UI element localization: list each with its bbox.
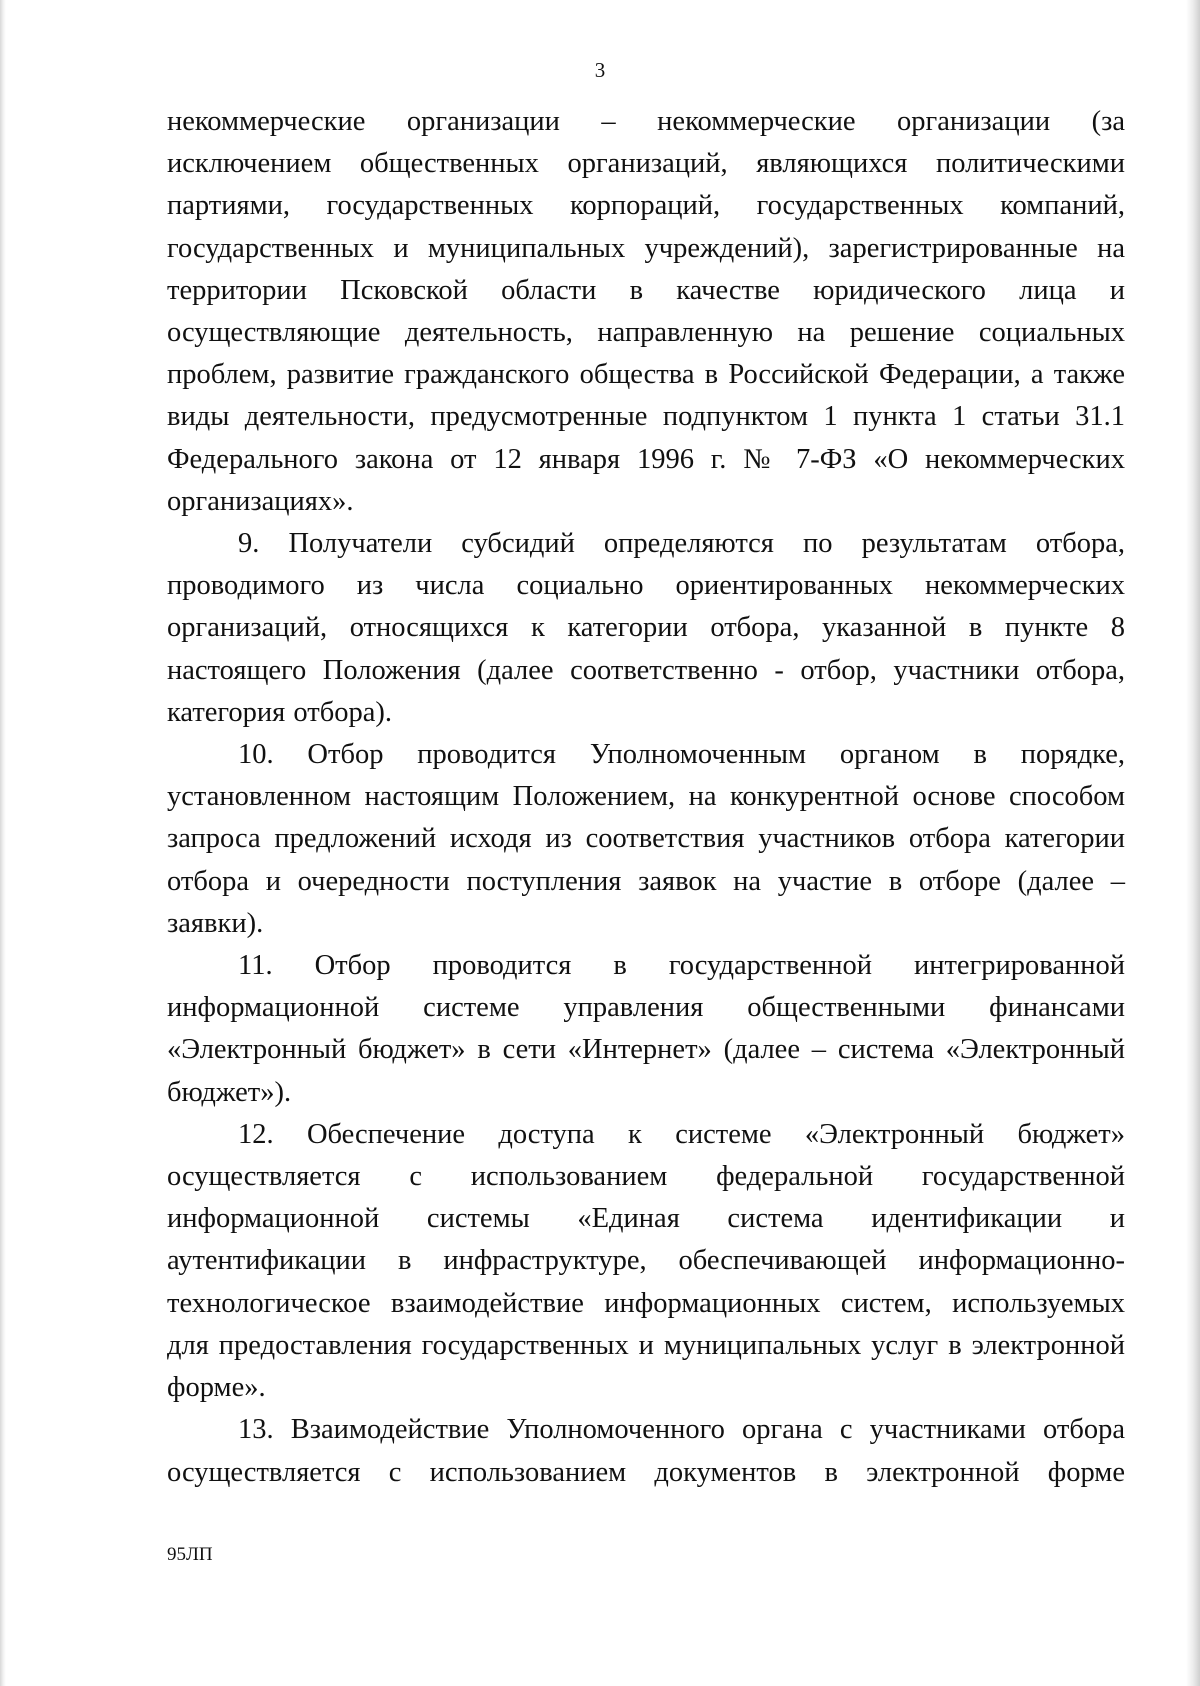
page-number: 3 (594, 58, 606, 82)
paragraph-item-10: 10. Отбор проводится Уполномоченным органом в порядке, установленном настоящим Положением, на конкурентной основе способом запроса предложений исходя из соответствия участников отбора категории отбора и очередности поступления заявок на участие в отборе (далее – заявки). (167, 739, 1125, 939)
paragraph-item-11: 11. Отбор проводится в государственной интегрированной информационной системе управления общественными финансами «Электронный бюджет» в сети «Интернет» (далее – система «Электронный бюджет»). (167, 950, 1125, 1108)
paragraph-item-12: 12. Обеспечение доступа к системе «Электронный бюджет» осуществляется с использованием федеральной государственной информационной системы «Единая система идентификации и аутентификации в инфраструктуре, обеспечивающей информационно-технологическое взаимодействие информационных систем, используемых для предоставления государственных и муниципальных услуг в электронной форме». (167, 1118, 1125, 1404)
paragraph-item-13: 13. Взаимодействие Уполномоченного органа с участниками отбора осуществляется с использованием документов в электронной форме (167, 1414, 1125, 1488)
scan-edge-left (0, 0, 6, 1686)
footer-document-code: 95ЛП (167, 1544, 213, 1565)
paragraph-nko-definition: некоммерческие организации – некоммерческие организации (за исключением общественных организаций, являющихся политическими партиями, государственных корпораций, государственных компаний, государственных и муниципальных учреждений), зарегистрированные на территории Псковской области в качестве юридического лица и осуществляющие деятельность, направленную на решение социальных проблем, развитие гражданского общества в Российской Федерации, а также виды деятельности, предусмотренные подпунктом 1 пункта 1 статьи 31.1 Федерального закона от 12 января 1996 г. № 7-ФЗ «О некоммерческих организациях». (167, 106, 1125, 517)
document-body (167, 101, 1125, 1494)
scan-edge-right (1186, 0, 1200, 1686)
paragraph-item-9: 9. Получатели субсидий определяются по результатам отбора, проводимого из числа социально ориентированных некоммерческих организаций, относящихся к категории отбора, указанной в пункте 8 настоящего Положения (далее соответственно - отбор, участники отбора, категория отбора). (167, 528, 1125, 728)
